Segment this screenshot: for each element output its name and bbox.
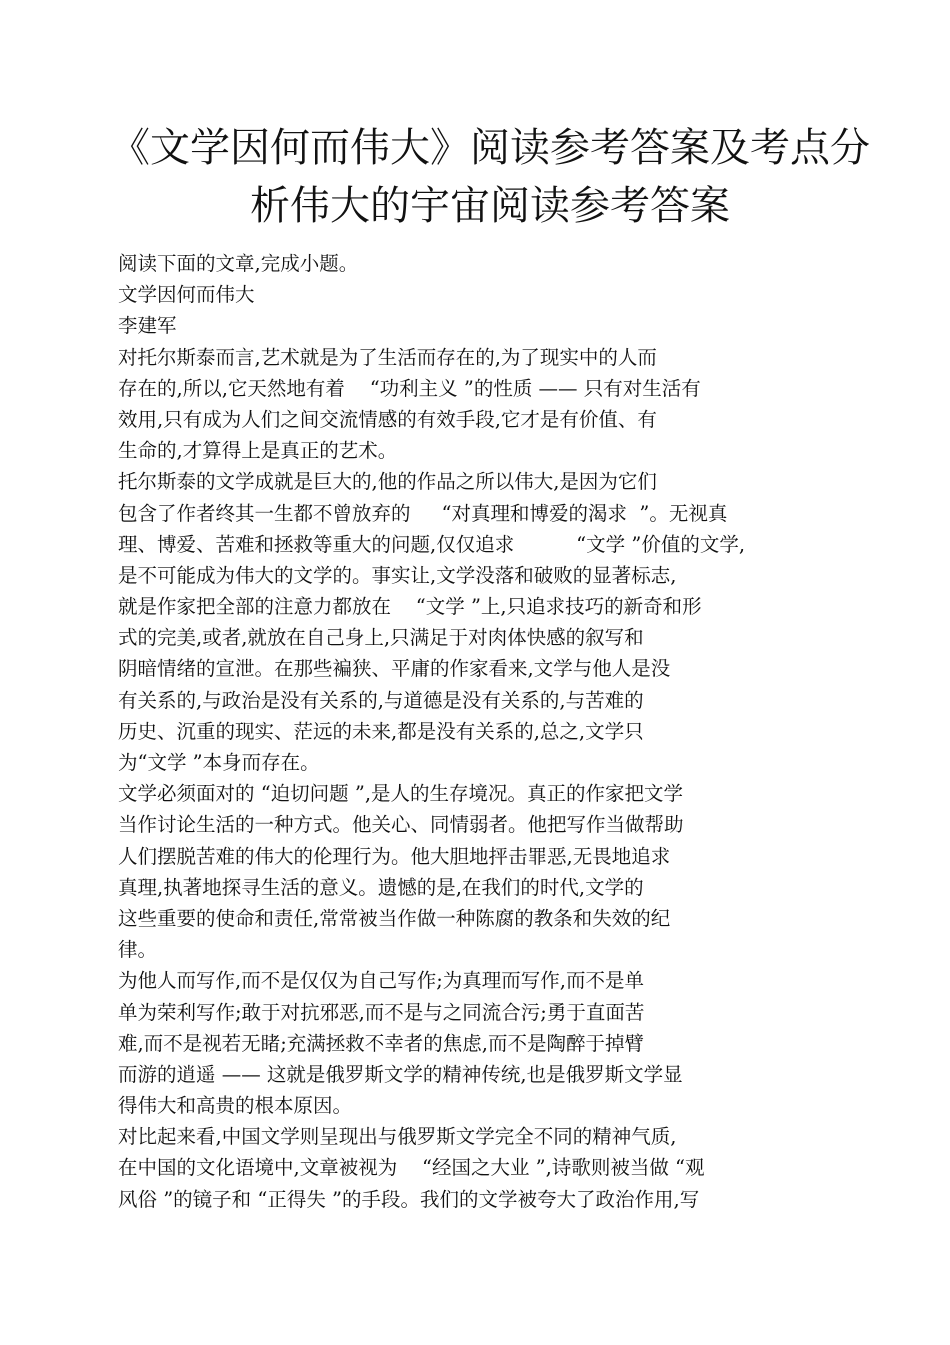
body-line: 这些重要的使命和责任,常常被当作做一种陈腐的教条和失效的纪 — [118, 906, 671, 930]
body-line: 为他人而写作,而不是仅仅为自己写作;为真理而写作,而不是单 — [118, 969, 644, 993]
body-line: 对托尔斯泰而言,艺术就是为了生活而存在的,为了现实中的人而 — [118, 345, 657, 369]
body-line: 对比起来看,中国文学则呈现出与俄罗斯文学完全不同的精神气质, — [118, 1125, 677, 1149]
body-line: 李建军 — [118, 314, 177, 338]
body-line: 历史、沉重的现实、茫远的未来,都是没有关系的,总之,文学只 — [118, 719, 644, 743]
body-line: 当作讨论生活的一种方式。他关心、同情弱者。他把写作当做帮助 — [118, 813, 684, 837]
body-line: 式的完美,或者,就放在自己身上,只满足于对肉体快感的叙写和 — [118, 626, 644, 650]
body-line: 有关系的,与政治是没有关系的,与道德是没有关系的,与苦难的 — [118, 688, 644, 712]
body-line: 理、博爱、苦难和拯救等重大的问题,仅仅追求 “文学 ”价值的文学, — [118, 532, 746, 556]
body-line: 单为荣利写作;敢于对抗邪恶,而不是与之同流合污;勇于直面苦 — [118, 1000, 645, 1024]
body-line: 人们摆脱苦难的伟大的伦理行为。他大胆地抨击罪恶,无畏地追求 — [118, 844, 671, 868]
document-title-line-2: 析伟大的宇宙阅读参考答案 — [250, 183, 730, 229]
body-line: 得伟大和高贵的根本原因。 — [118, 1094, 353, 1118]
body-line: 存在的,所以,它天然地有着 “功利主义 ”的性质 —— 只有对生活有 — [118, 376, 701, 400]
body-line: 托尔斯泰的文学成就是巨大的,他的作品之所以伟大,是因为它们 — [118, 470, 657, 494]
document-title-line-1: 《文学因何而伟大》阅读参考答案及考点分 — [110, 125, 870, 171]
body-line: 就是作家把全部的注意力都放在 “文学 ”上,只追求技巧的新奇和形 — [118, 595, 702, 619]
body-line: 文学因何而伟大 — [118, 283, 255, 307]
body-line: 风俗 ”的镜子和 “正得失 ”的手段。我们的文学被夸大了政治作用,写 — [118, 1187, 700, 1211]
body-line: 为“文学 ”本身而存在。 — [118, 751, 320, 774]
body-line: 文学必须面对的 “迫切问题 ”,是人的生存境况。真正的作家把文学 — [118, 782, 684, 806]
body-line: 难,而不是视若无睹;充满拯救不幸者的焦虑,而不是陶醉于掉臂 — [118, 1031, 644, 1055]
body-line: 律。 — [118, 938, 158, 962]
body-line: 是不可能成为伟大的文学的。事实让,文学没落和破败的显著标志, — [118, 563, 677, 587]
body-line: 阅读下面的文章,完成小题。 — [118, 252, 359, 275]
body-line: 阴暗情绪的宣泄。在那些褊狭、平庸的作家看来,文学与他人是没 — [118, 657, 671, 681]
body-line: 而游的逍遥 —— 这就是俄罗斯文学的精神传统,也是俄罗斯文学显 — [118, 1062, 683, 1086]
body-line: 在中国的文化语境中,文章被视为 “经国之大业 ”,诗歌则被当做 “观 — [118, 1156, 705, 1180]
body-line: 包含了作者终其一生都不曾放弃的 “对真理和博爱的渴求 ”。无视真 — [118, 501, 728, 525]
body-line: 效用,只有成为人们之间交流情感的有效手段,它才是有价值、有 — [118, 407, 657, 431]
document-body — [118, 248, 838, 1215]
body-line: 真理,执著地探寻生活的意义。遗憾的是,在我们的时代,文学的 — [118, 875, 644, 899]
body-line: 生命的,才算得上是真正的艺术。 — [118, 439, 398, 463]
